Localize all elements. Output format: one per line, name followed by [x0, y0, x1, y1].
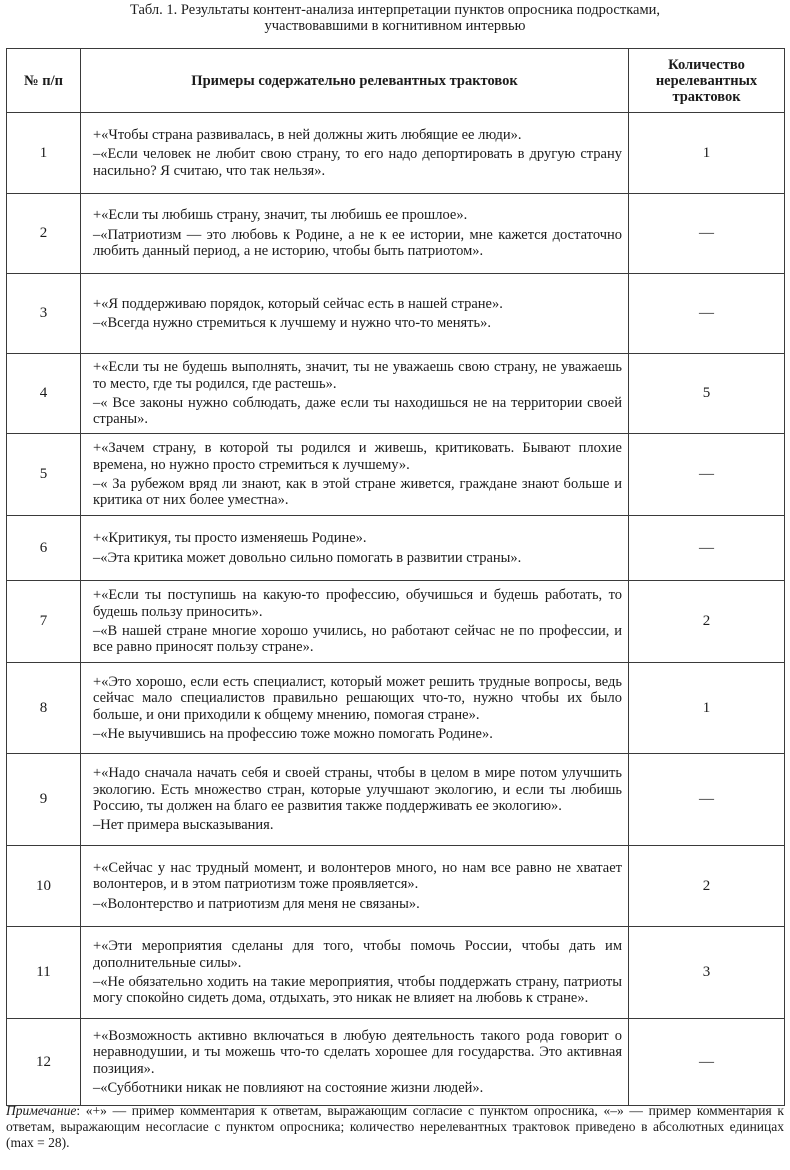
irrelevant-count: 5: [629, 354, 785, 434]
positive-example: +«Зачем страну, в которой ты родился и живешь, критиковать. Бывают плохие времена, но нужно просто стремиться к лучшему».: [93, 440, 622, 473]
irrelevant-count: —: [629, 1019, 785, 1106]
row-number: 12: [7, 1019, 81, 1106]
irrelevant-count: —: [629, 274, 785, 354]
row-number: 11: [7, 927, 81, 1019]
row-examples: [81, 927, 629, 1019]
positive-example: +«Надо сначала начать себя и своей страны, чтобы в целом в мире потом улучшить экологию. Есть множество стран, которые улучшают экологию, и если ты любишь Россию, ты должен на благо ее развития также поддерживать ее экологию».: [93, 765, 622, 814]
header-num: № п/п: [7, 49, 81, 113]
caption-line-1: Табл. 1. Результаты контент-анализа интерпретации пунктов опросника подростками,: [129, 2, 661, 18]
results-table: [6, 48, 785, 1106]
table-row: [7, 581, 785, 663]
irrelevant-count: 1: [629, 663, 785, 754]
negative-example: –Нет примера высказывания.: [93, 817, 274, 834]
negative-example: –«Волонтерство и патриотизм для меня не связаны».: [93, 895, 420, 912]
row-number: 3: [7, 274, 81, 354]
row-examples: [81, 846, 629, 927]
note-label: Примечание: [6, 1103, 77, 1118]
table-row: [7, 516, 785, 581]
row-number: 6: [7, 516, 81, 581]
negative-example: –« Все законы нужно соблюдать, даже если ты находишься не на территории своей страны».: [93, 395, 622, 428]
irrelevant-count: —: [629, 434, 785, 516]
positive-example: +«Если ты любишь страну, значит, ты любишь ее прошлое».: [93, 207, 468, 224]
irrelevant-count: 3: [629, 927, 785, 1019]
header-count: Количество нерелевантных трактовок: [629, 49, 785, 113]
row-examples: [81, 1019, 629, 1106]
positive-example: +«Сейчас у нас трудный момент, и волонтеров много, но нам все равно не хватает волонтеров, и в этом патриотизм тоже проявляется».: [93, 859, 622, 893]
table-row: [7, 354, 785, 434]
table-row: [7, 663, 785, 754]
header-examples: Примеры содержательно релевантных трактовок: [81, 49, 629, 113]
negative-example: –«Субботники никак не повлияют на состояние жизни людей».: [93, 1079, 484, 1096]
irrelevant-count: 2: [629, 846, 785, 927]
table-row: [7, 434, 785, 516]
irrelevant-count: 2: [629, 581, 785, 663]
positive-example: +«Если ты поступишь на какую-то профессию, обучишься и будешь работать, то будешь пользу приносить».: [93, 587, 622, 620]
negative-example: –«Эта критика может довольно сильно помогать в развитии страны».: [93, 549, 522, 566]
row-number: 10: [7, 846, 81, 927]
note-text: : «+» — пример комментария к ответам, выражающим согласие с пунктом опросника, «–» — пример комментария к ответам, выражающим несогласие с пунктом опросника; количество нерелевантных трактовок приведено в абсолютных единицах (max = 28).: [6, 1103, 784, 1150]
row-examples: [81, 113, 629, 194]
row-number: 7: [7, 581, 81, 663]
positive-example: +«Это хорошо, если есть специалист, который может решить трудные вопросы, ведь сейчас мало специалистов правильно решающих что-то, нужно чтобы их было больше, и они приходили к общему мнению, помогая стране».: [93, 673, 622, 723]
row-number: 2: [7, 194, 81, 274]
table-row: [7, 927, 785, 1019]
table-row: [7, 754, 785, 846]
negative-example: –«Не обязательно ходить на такие мероприятия, чтобы поддержать страну, патриоты могу спокойно сидеть дома, отдыхать, это никак не влияет на любовь к стране».: [93, 974, 622, 1007]
row-number: 1: [7, 113, 81, 194]
caption-line-2: участвовавшими в когнитивном интервью: [264, 18, 526, 34]
row-number: 9: [7, 754, 81, 846]
positive-example: +«Критикуя, ты просто изменяешь Родине».: [93, 530, 367, 547]
table-row: [7, 113, 785, 194]
positive-example: +«Если ты не будешь выполнять, значит, ты не уважаешь свою страну, не уважаешь то место, где ты родился, где растешь».: [93, 359, 622, 392]
table-row: [7, 846, 785, 927]
irrelevant-count: —: [629, 194, 785, 274]
negative-example: –« За рубежом вряд ли знают, как в этой стране живется, граждане знают больше и критика от них более уместна».: [93, 476, 622, 509]
row-examples: [81, 354, 629, 434]
row-examples: [81, 434, 629, 516]
table-caption: [0, 2, 790, 34]
negative-example: –«Не выучившись на профессию тоже можно помогать Родине».: [93, 725, 493, 742]
table-row: [7, 274, 785, 354]
row-number: 8: [7, 663, 81, 754]
table-note: [6, 1103, 784, 1151]
table-row: [7, 194, 785, 274]
row-examples: [81, 663, 629, 754]
row-examples: [81, 516, 629, 581]
positive-example: +«Эти мероприятия сделаны для того, чтобы помочь России, чтобы дать им дополнительные силы».: [93, 938, 622, 971]
irrelevant-count: 1: [629, 113, 785, 194]
row-number: 4: [7, 354, 81, 434]
positive-example: +«Возможность активно включаться в любую деятельность такого рода говорит о неравнодушии, и ты можешь что-то сделать хорошее для государства. Это активная позиция».: [93, 1027, 622, 1077]
negative-example: –«Если человек не любит свою страну, то его надо депортировать в другую страну насильно? Я считаю, что так нельзя».: [93, 146, 622, 179]
negative-example: –«Всегда нужно стремиться к лучшему и нужно что-то менять».: [93, 315, 491, 331]
row-examples: [81, 274, 629, 354]
negative-example: –«В нашей стране многие хорошо учились, но работают сейчас не по профессии, и все равно приносят пользу стране».: [93, 623, 622, 656]
row-number: 5: [7, 434, 81, 516]
row-examples: [81, 194, 629, 274]
positive-example: +«Я поддерживаю порядок, который сейчас есть в нашей стране».: [93, 295, 503, 312]
table-row: [7, 1019, 785, 1106]
table-body: [7, 113, 785, 1106]
irrelevant-count: —: [629, 516, 785, 581]
negative-example: –«Патриотизм — это любовь к Родине, а не к ее истории, мне кажется достаточно любить данный период, а не историю, чтобы быть патриотом».: [93, 226, 622, 260]
row-examples: [81, 581, 629, 663]
irrelevant-count: —: [629, 754, 785, 846]
positive-example: +«Чтобы страна развивалась, в ней должны жить любящие ее люди».: [93, 126, 522, 143]
row-examples: [81, 754, 629, 846]
table-header-row: [7, 49, 785, 113]
